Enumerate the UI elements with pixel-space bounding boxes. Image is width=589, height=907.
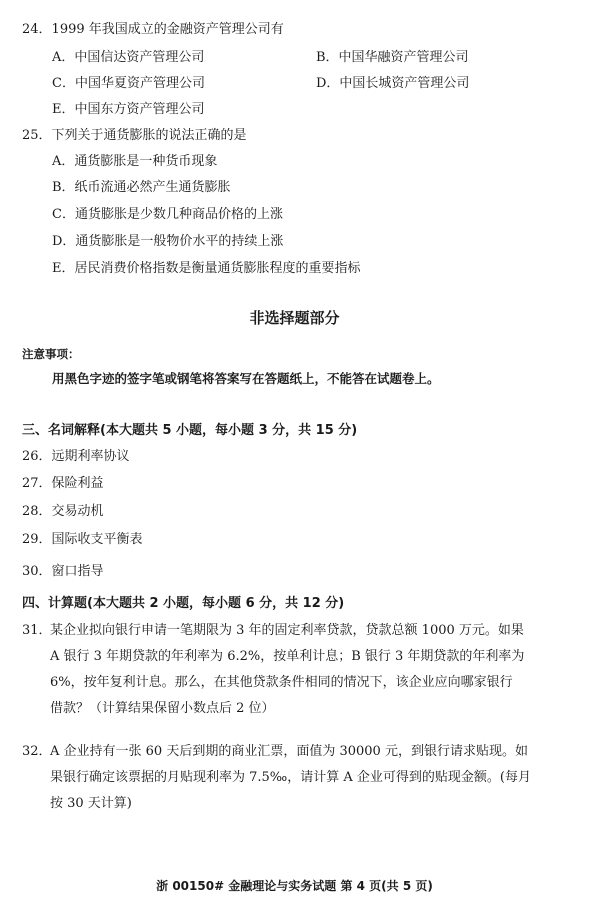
q24-option-b: B．中国华融资产管理公司 (316, 50, 469, 65)
q24-option-e: E．中国东方资产管理公司 (52, 102, 205, 117)
q25-option-c: C．通货膨胀是少数几种商品价格的上涨 (52, 207, 283, 222)
notice-label: 注意事项： (22, 347, 80, 361)
q26-item: 26．远期利率协议 (22, 449, 130, 464)
q24-option-d: D．中国长城资产管理公司 (316, 76, 470, 91)
q31-line-2: A 银行 3 年期贷款的年利率为 6.2%，按单利计息；B 银行 3 年期贷款的年利率为 (50, 649, 525, 664)
q24-option-c: C．中国华夏资产管理公司 (52, 76, 205, 91)
q32-line-1: A 企业持有一张 60 天后到期的商业汇票，面值为 30000 元，到银行请求贴现。如 (50, 744, 528, 759)
q31-line-4: 借款？（计算结果保留小数点后 2 位） (50, 701, 275, 716)
q28-item: 28．交易动机 (22, 504, 104, 519)
q32-body (50, 739, 531, 817)
q29-item: 29．国际收支平衡表 (22, 532, 143, 547)
q25-option-d: D．通货膨胀是一般物价水平的持续上涨 (52, 234, 284, 249)
part-title: 非选择题部分 (249, 309, 340, 327)
q25-option-e: E．居民消费价格指数是衡量通货膨胀程度的重要指标 (52, 261, 361, 276)
q24-stem: 24．1999 年我国成立的金融资产管理公司有 (22, 22, 284, 37)
section4-title: 四、计算题(本大题共 2 小题，每小题 6 分，共 12 分) (22, 596, 345, 611)
q31-body (50, 618, 524, 722)
q25-option-a: A．通货膨胀是一种货币现象 (52, 154, 218, 169)
q24-option-a: A．中国信达资产管理公司 (52, 50, 205, 65)
q25-option-b: B．纸币流通必然产生通货膨胀 (52, 180, 231, 195)
q32-line-3: 按 30 天计算) (50, 796, 132, 811)
q30-item: 30．窗口指导 (22, 564, 104, 579)
page-footer: 浙 00150# 金融理论与实务试题 第 4 页(共 5 页) (156, 879, 433, 893)
q32-line-2: 果银行确定该票据的月贴现利率为 7.5‰，请计算 A 企业可得到的贴现金额。(每月 (50, 770, 531, 785)
q32-number: 32． (22, 744, 52, 759)
q31-number: 31． (22, 623, 52, 638)
q27-item: 27．保险利益 (22, 476, 104, 491)
q31-line-3: 6%，按年复利计息。那么，在其他贷款条件相同的情况下，该企业应向哪家银行 (50, 675, 513, 690)
q25-stem: 25．下列关于通货膨胀的说法正确的是 (22, 128, 247, 143)
q31-line-1: 某企业拟向银行申请一笔期限为 3 年的固定利率贷款，贷款总额 1000 万元。如果 (50, 623, 524, 638)
notice-text: 用黑色字迹的签字笔或钢笔将答案写在答题纸上，不能答在试题卷上。 (52, 371, 440, 386)
section3-title: 三、名词解释(本大题共 5 小题，每小题 3 分，共 15 分) (22, 423, 358, 438)
